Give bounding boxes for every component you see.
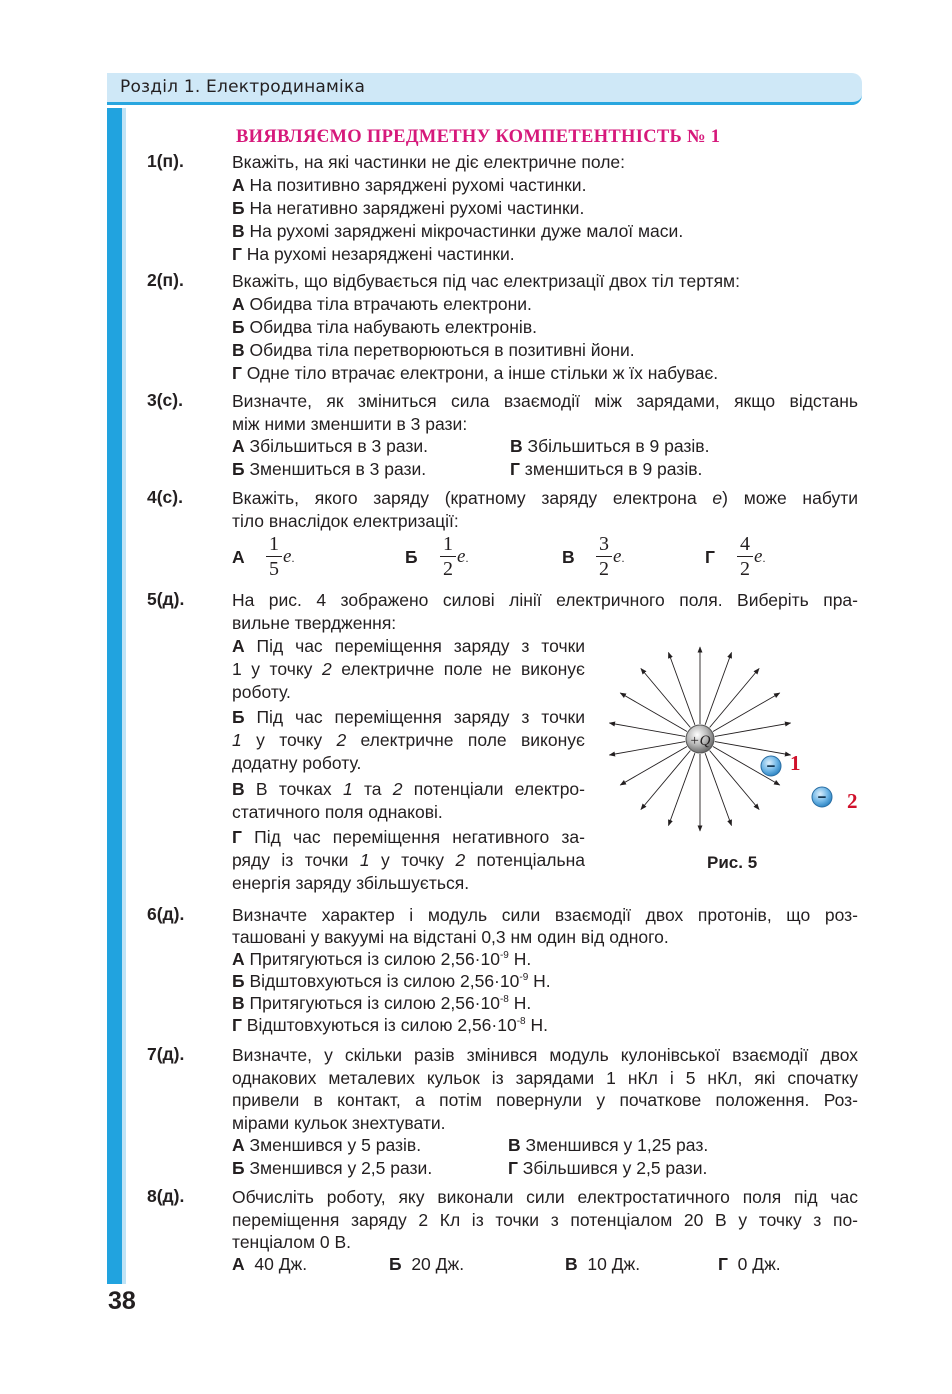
question-3-option-a xyxy=(232,435,428,458)
question-5-option-d-line-3: енергія заряду збільшується. xyxy=(232,873,470,893)
question-4-text-line-1 xyxy=(232,487,858,510)
option-letter: Г xyxy=(232,244,242,264)
option-letter: Г xyxy=(232,363,242,383)
question-6-option-c xyxy=(232,992,531,1015)
page-number: 38 xyxy=(108,1287,136,1315)
text-part: ) може набути xyxy=(722,488,858,508)
option-text: На рухомі заряджені мікрочастинки дуже малої маси. xyxy=(249,221,684,241)
field-lines-diagram xyxy=(596,640,876,850)
point-number: 1 xyxy=(342,779,353,799)
option-text: 0 Дж. xyxy=(737,1254,781,1274)
unit: Н. xyxy=(508,949,532,969)
text-part: електричне поле виконує xyxy=(346,730,585,750)
electron-symbol: e xyxy=(712,488,723,508)
numerator: 3 xyxy=(599,533,609,555)
unit: Н. xyxy=(508,993,532,1013)
question-1-option-b xyxy=(232,197,584,220)
option-text: 40 Дж. xyxy=(254,1254,308,1274)
option-letter: А xyxy=(232,1254,245,1274)
question-7-option-b xyxy=(232,1157,432,1180)
question-2-text: Вкажіть, що відбувається під час електризації двох тіл тертям: xyxy=(232,271,740,291)
option-text: Збільшився у 2,5 рази. xyxy=(522,1158,708,1178)
question-8-option-a xyxy=(232,1253,307,1276)
question-5-option-d-line-1 xyxy=(232,826,585,849)
question-1-option-c xyxy=(232,220,683,243)
question-6-text-line-1: Визначте характер і модуль сили взаємодії двох протонів, що роз- xyxy=(232,905,858,925)
section-title: ВИЯВЛЯЄМО ПРЕДМЕТНУ КОМПЕТЕНТНІСТЬ № 1 xyxy=(236,127,721,147)
question-4-option-b-symbol xyxy=(457,546,468,568)
numerator: 1 xyxy=(269,533,279,555)
fraction-bar xyxy=(596,556,612,557)
question-4-option-b-letter: Б xyxy=(405,547,418,567)
chapter-header-bar xyxy=(107,73,862,105)
positive-charge-label: +Q xyxy=(689,733,711,749)
option-letter: А xyxy=(232,294,245,314)
question-4-option-d-letter: Г xyxy=(705,547,715,567)
question-7-number: 7(д). xyxy=(147,1044,185,1064)
figure-caption: Рис. 5 xyxy=(707,853,758,872)
question-4-option-c-symbol xyxy=(613,546,624,568)
option-text: Під час переміщення негативного за- xyxy=(254,827,585,847)
exponent: -8 xyxy=(516,1016,526,1028)
question-7-text-line-2: однакових металевих кульок із зарядами 1 нКл і 5 нКл, які спочатку xyxy=(232,1068,858,1088)
point-number: 2 xyxy=(336,730,347,750)
field-line xyxy=(609,742,685,755)
text-part: В точках xyxy=(255,779,343,799)
field-line xyxy=(620,693,687,732)
option-letter: Б xyxy=(232,707,245,727)
electron-symbol: e xyxy=(754,546,763,567)
period: . xyxy=(291,551,295,565)
option-text: Одне тіло втрачає електрони, а інше стільки ж їх набуває. xyxy=(246,363,719,383)
option-letter: Б xyxy=(232,459,245,479)
option-text: зменшиться в 9 разів. xyxy=(524,459,703,479)
question-5-option-b-line-1 xyxy=(232,706,585,729)
fraction-bar xyxy=(440,556,456,557)
exponent: -9 xyxy=(499,950,509,962)
numerator: 1 xyxy=(443,533,453,555)
text-part: та xyxy=(352,779,393,799)
question-8-option-c xyxy=(565,1253,640,1276)
text-part: у точку xyxy=(241,730,337,750)
option-text: Притягуються із силою 2,56·10 xyxy=(249,993,500,1013)
electron-symbol: e xyxy=(457,546,466,567)
question-5-option-a-line-1 xyxy=(232,635,585,658)
option-text: Зменшився у 5 разів. xyxy=(249,1135,422,1155)
option-letter: В xyxy=(508,1135,521,1155)
question-3-option-b xyxy=(232,458,426,481)
question-3-number: 3(с). xyxy=(147,390,183,410)
question-5-text-line-2: вильне твердження: xyxy=(232,613,397,633)
text-part: у точку xyxy=(369,850,456,870)
option-text: Зменшиться в 3 рази. xyxy=(249,459,427,479)
option-letter: В xyxy=(232,221,245,241)
question-7-option-d xyxy=(508,1157,707,1180)
option-letter: Б xyxy=(232,1158,245,1178)
field-line xyxy=(715,723,791,736)
question-2-option-c xyxy=(232,339,635,362)
field-line xyxy=(710,751,760,810)
option-text: Збільшиться в 3 рази. xyxy=(249,436,429,456)
point-number: 1 xyxy=(232,730,242,750)
point-1-label: 1 xyxy=(790,751,801,775)
option-letter: Б xyxy=(232,971,245,991)
field-line xyxy=(715,742,791,755)
field-line xyxy=(710,669,760,728)
field-line xyxy=(609,723,685,736)
option-text: Під час переміщення заряду з точки xyxy=(256,707,585,727)
denominator: 5 xyxy=(269,558,279,580)
option-letter: А xyxy=(232,436,245,456)
question-8-text-line-2: переміщення заряду 2 Кл із точки з потенціалом 20 В у точку з по- xyxy=(232,1210,858,1230)
option-letter: Б xyxy=(389,1254,402,1274)
question-3-option-d xyxy=(510,458,702,481)
question-4-option-d-symbol xyxy=(754,546,765,568)
question-5-option-a-line-3: роботу. xyxy=(232,682,291,702)
exponent: -8 xyxy=(499,994,509,1006)
electron-symbol: e xyxy=(613,546,622,567)
question-1-option-a xyxy=(232,174,586,197)
point-number: 2 xyxy=(392,779,403,799)
question-8-text-line-1: Обчисліть роботу, яку виконали сили електростатичного поля під час xyxy=(232,1187,858,1207)
electric-field-figure xyxy=(596,640,876,855)
denominator: 2 xyxy=(740,558,750,580)
point-2-label: 2 xyxy=(847,789,858,813)
question-7-option-c xyxy=(508,1134,708,1157)
option-text: Під час переміщення заряду з точки xyxy=(256,636,585,656)
point-number: 1 xyxy=(359,850,370,870)
side-accent-band xyxy=(107,108,122,1284)
field-line xyxy=(641,751,691,810)
exponent: -9 xyxy=(519,972,529,984)
question-4-option-c-letter: В xyxy=(562,547,575,567)
option-text: На позитивно заряджені рухомі частинки. xyxy=(249,175,587,195)
fraction-bar xyxy=(266,556,282,557)
question-5-option-b-line-3: додатну роботу. xyxy=(232,753,362,773)
option-text: Відштовхуються із силою 2,56·10 xyxy=(246,1015,517,1035)
question-4-option-b-fraction xyxy=(440,533,456,580)
question-4-option-a-symbol xyxy=(283,546,294,568)
option-letter: В xyxy=(232,340,245,360)
question-7-text-line-1: Визначте, у скільки разів змінився модуль кулонівської взаємодії двох xyxy=(232,1045,858,1065)
side-accent-band-light xyxy=(122,108,126,1284)
point-number: 2 xyxy=(455,850,466,870)
question-8-number: 8(д). xyxy=(147,1186,185,1206)
option-text: Притягуються із силою 2,56·10 xyxy=(249,949,500,969)
question-6-option-a xyxy=(232,948,531,971)
question-4-text-line-2: тіло внаслідок електризації: xyxy=(232,511,459,531)
question-7-text-line-3: привели в контакт, а потім повернули у початкове положення. Роз- xyxy=(232,1090,858,1110)
unit: Н. xyxy=(525,1015,548,1035)
question-4-option-a-letter: А xyxy=(232,547,245,567)
question-3-text-line-2: між ними зменшити в 3 рази: xyxy=(232,414,468,434)
option-letter: А xyxy=(232,636,245,656)
option-text: 10 Дж. xyxy=(587,1254,641,1274)
question-3-option-c xyxy=(510,435,709,458)
option-text: Збільшиться в 9 разів. xyxy=(527,436,710,456)
option-letter: Г xyxy=(232,1015,242,1035)
question-8-option-d xyxy=(718,1253,781,1276)
option-letter: Г xyxy=(510,459,520,479)
question-5-option-c-line-1 xyxy=(232,778,585,801)
option-letter: В xyxy=(232,779,245,799)
text-part: ряду із точки xyxy=(232,850,360,870)
question-6-number: 6(д). xyxy=(147,904,185,924)
negative-charge-1-sign: − xyxy=(766,758,776,775)
field-line xyxy=(620,747,687,786)
negative-charge-2-sign: − xyxy=(817,789,827,806)
electron-symbol: e xyxy=(283,546,292,567)
option-letter: Г xyxy=(508,1158,518,1178)
question-5-option-d-line-2 xyxy=(232,849,585,872)
question-4-option-a-fraction xyxy=(266,533,282,580)
option-letter: Б xyxy=(232,317,245,337)
question-7-text-line-4: мірами кульок знехтувати. xyxy=(232,1113,446,1133)
field-line xyxy=(705,653,731,725)
question-4-option-d-fraction xyxy=(737,533,753,580)
option-letter: В xyxy=(565,1254,578,1274)
question-1-option-d xyxy=(232,243,515,266)
option-letter: В xyxy=(232,993,245,1013)
period: . xyxy=(465,551,469,565)
question-5-text-line-1: На рис. 4 зображено силові лінії електричного поля. Виберіть пра- xyxy=(232,590,858,610)
option-text: Зменшився у 2,5 рази. xyxy=(249,1158,433,1178)
option-letter: А xyxy=(232,175,245,195)
question-6-option-b xyxy=(232,970,551,993)
option-text: Обидва тіла перетворюються в позитивні йони. xyxy=(249,340,635,360)
option-letter: В xyxy=(510,436,523,456)
question-2-number: 2(п). xyxy=(147,270,184,290)
point-number: 2 xyxy=(321,659,332,679)
question-5-option-a-line-2 xyxy=(232,658,585,681)
text-part: електричне поле не виконує xyxy=(331,659,585,679)
denominator: 2 xyxy=(443,558,453,580)
field-line xyxy=(641,669,691,728)
field-line xyxy=(669,653,695,725)
chapter-title: Розділ 1. Електродинаміка xyxy=(120,77,366,97)
option-text: На негативно заряджені рухомі частинки. xyxy=(249,198,585,218)
text-part: 1 у точку xyxy=(232,659,322,679)
question-2-option-d xyxy=(232,362,718,385)
option-text: Відштовхуються із силою 2,56·10 xyxy=(249,971,520,991)
option-text: Зменшився у 1,25 раз. xyxy=(525,1135,709,1155)
field-line xyxy=(669,753,695,825)
question-5-option-b-line-2 xyxy=(232,729,585,752)
text-part: потенціали електро- xyxy=(402,779,585,799)
period: . xyxy=(621,551,625,565)
option-letter: А xyxy=(232,949,245,969)
option-letter: Г xyxy=(232,827,242,847)
question-2-option-a xyxy=(232,293,532,316)
denominator: 2 xyxy=(599,558,609,580)
question-5-option-c-line-2: статичного поля однакові. xyxy=(232,802,443,822)
question-3-text-line-1: Визначте, як зміниться сила взаємодії між зарядами, якщо відстань xyxy=(232,391,858,411)
fraction-bar xyxy=(737,556,753,557)
question-1-text: Вкажіть, на які частинки не діє електричне поле: xyxy=(232,152,626,172)
question-8-option-b xyxy=(389,1253,464,1276)
unit: Н. xyxy=(528,971,551,991)
text-part: Вкажіть, якого заряду (кратному заряду електрона xyxy=(232,488,713,508)
option-text: На рухомі незаряджені частинки. xyxy=(246,244,515,264)
numerator: 4 xyxy=(740,533,750,555)
question-6-option-d xyxy=(232,1014,548,1037)
question-7-option-a xyxy=(232,1134,421,1157)
question-6-text-line-2: ташовані у вакуумі на відстані 0,3 нм один від одного. xyxy=(232,927,669,947)
field-line xyxy=(705,753,731,825)
option-text: 20 Дж. xyxy=(411,1254,465,1274)
question-4-option-c-fraction xyxy=(596,533,612,580)
question-1-number: 1(п). xyxy=(147,151,184,171)
question-8-text-line-3: тенціалом 0 В. xyxy=(232,1232,352,1252)
text-part: потенціальна xyxy=(465,850,585,870)
question-4-number: 4(с). xyxy=(147,487,183,507)
field-line xyxy=(713,693,780,732)
option-text: Обидва тіла набувають електронів. xyxy=(249,317,537,337)
option-letter: Г xyxy=(718,1254,728,1274)
option-letter: А xyxy=(232,1135,245,1155)
question-2-option-b xyxy=(232,316,537,339)
option-text: Обидва тіла втрачають електрони. xyxy=(249,294,532,314)
question-5-number: 5(д). xyxy=(147,589,185,609)
period: . xyxy=(762,551,766,565)
option-letter: Б xyxy=(232,198,245,218)
